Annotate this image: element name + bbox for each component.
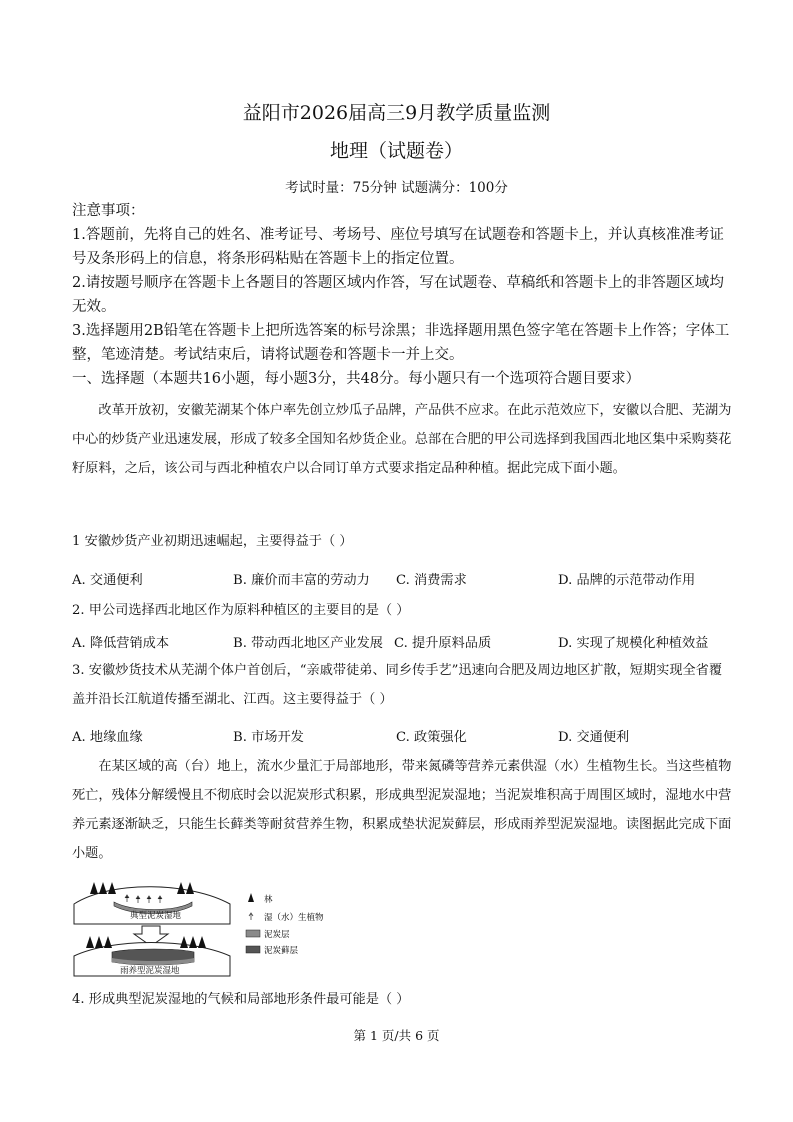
q1-option-d: D. 品牌的示范带动作用 bbox=[558, 573, 696, 588]
page-footer: 第 1 页/共 6 页 bbox=[353, 1028, 440, 1043]
q1-option-b: B. 廉价而丰富的劳动力 bbox=[233, 573, 370, 588]
question-1-stem: 1 安徽炒货产业初期迅速崛起，主要得益于（ ） bbox=[72, 534, 353, 549]
legend-moss: 泥炭藓层 bbox=[264, 946, 299, 956]
question-2-stem: 2. 甲公司选择西北地区作为原料种植区的主要目的是（ ） bbox=[72, 603, 410, 618]
exam-title: 益阳市2026届高三9月教学质量监测 bbox=[242, 102, 551, 124]
q3-option-d: D. 交通便利 bbox=[558, 730, 630, 745]
notes-heading: 注意事项： bbox=[72, 203, 145, 219]
question-3-stem: 3. 安徽炒货技术从芜湖个体户首创后，“亲戚带徒弟、同乡传手艺”迅速向合肥及周边地区扩散，短期实现全省覆盖并沿长江航道传播至湖北、江西。这主要得益于（ ） bbox=[72, 663, 723, 707]
q2-option-b: B. 带动西北地区产业发展 bbox=[233, 636, 383, 651]
legend-forest: 林 bbox=[264, 895, 273, 905]
legend-peat: 泥炭层 bbox=[264, 930, 290, 940]
legend-plant-icon bbox=[249, 913, 253, 920]
bottom-diagram-label: 雨养型泥炭湿地 bbox=[120, 966, 180, 976]
section-heading: 一、选择题（本题共16小题，每小题3分，共48分。每小题只有一个选项符合题目要求） bbox=[72, 371, 641, 387]
exam-subtitle: 地理（试题卷） bbox=[329, 140, 463, 162]
q3-option-b: B. 市场开发 bbox=[233, 730, 304, 745]
exam-meta: 考试时量：75分钟 试题满分：100分 bbox=[285, 180, 508, 196]
q2-option-d: D. 实现了规模化种植效益 bbox=[558, 636, 709, 651]
legend-peat-swatch bbox=[246, 930, 260, 937]
note-2: 2.请按题号顺序在答题卡上各题目的答题区域内作答，写在试题卷、草稿纸和答题卡上的非答题区域均无效。 bbox=[72, 275, 724, 315]
passage-2: 在某区域的高（台）地上，流水少量汇于局部地形，带来氮磷等营养元素供湿（水）生植物生长。当这些植物死亡，残体分解缓慢且不彻底时会以泥炭形式积累，形成典型泥炭湿地；当泥炭堆积高于周围区域时，湿地水中营养元素逐渐缺乏，只能生长藓类等耐贫营养生物，积累成垫状泥炭藓层，形成雨养型泥炭湿地。读图据此完成下面小题。 bbox=[72, 759, 732, 861]
note-3: 3.选择题用2B铅笔在答题卡上把所选答案的标号涂黑；非选择题用黑色签字笔在答题卡上作答；字体工整，笔迹清楚。考试结束后，请将试题卷和答题卡一并上交。 bbox=[72, 323, 730, 363]
legend-wet-plants: 湿（水）生植物 bbox=[264, 913, 324, 923]
note-1: 1.答题前，先将自己的姓名、准考证号、考场号、座位号填写在试题卷和答题卡上，并认真核准准考证号及条形码上的信息，将条形码粘贴在答题卡上的指定位置。 bbox=[72, 227, 724, 267]
question-4-stem: 4. 形成典型泥炭湿地的气候和局部地形条件最可能是（ ） bbox=[72, 992, 410, 1007]
q1-option-a: A. 交通便利 bbox=[72, 573, 143, 588]
legend-moss-swatch bbox=[246, 946, 260, 953]
q2-option-a: A. 降低营销成本 bbox=[72, 636, 170, 651]
q2-option-c: C. 提升原料品质 bbox=[394, 636, 492, 651]
legend bbox=[246, 893, 324, 956]
q3-option-c: C. 政策强化 bbox=[396, 730, 467, 745]
passage-1: 改革开放初，安徽芜湖某个体户率先创立炒瓜子品牌，产品供不应求。在此示范效应下，安徽以合肥、芜湖为中心的炒货产业迅速发展，形成了较多全国知名炒货企业。总部在合肥的甲公司选择到我国西北地区集中采购葵花籽原料，之后，该公司与西北种植农户以合同订单方式要求指定品种种植。据此完成下面小题。 bbox=[72, 403, 732, 476]
legend-tree-icon bbox=[248, 893, 254, 902]
peat-wetland-diagram bbox=[72, 872, 362, 982]
q3-option-a: A. 地缘血缘 bbox=[72, 730, 143, 745]
top-diagram-label: 典型泥炭湿地 bbox=[130, 911, 182, 921]
q1-option-c: C. 消费需求 bbox=[396, 573, 467, 588]
